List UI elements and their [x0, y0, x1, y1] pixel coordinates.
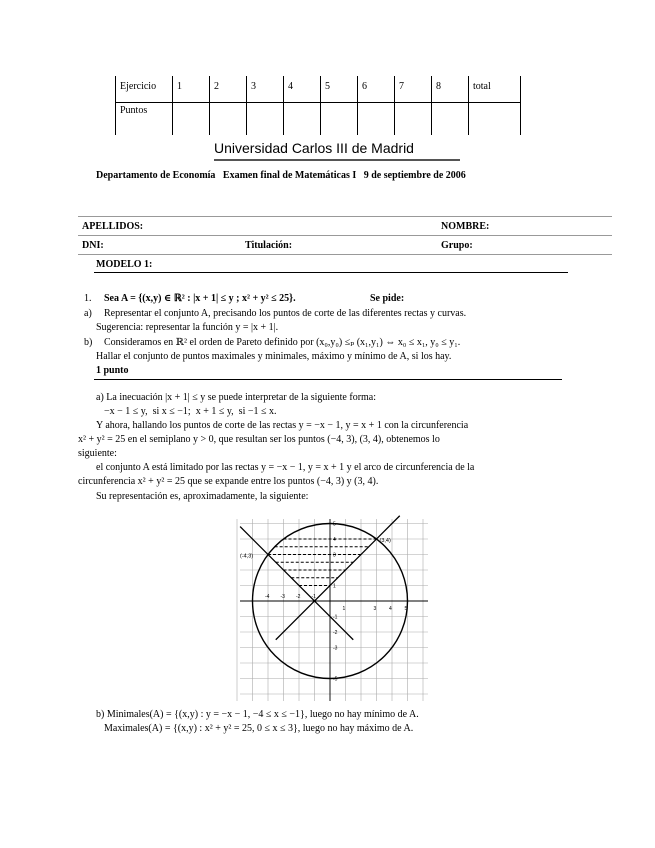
label-dni: DNI:	[82, 240, 104, 251]
y-tick-label: -3	[333, 645, 338, 652]
score-header-3: 3	[247, 76, 284, 103]
problem-statement: Sea A = {(x,y) ∈ ℝ² : |x + 1| ≤ y ; x² + y² ≤ 25}.	[104, 293, 296, 304]
x-tick-label: -2	[296, 594, 301, 600]
score-cell-total[interactable]	[469, 103, 521, 136]
score-header-1: 1	[173, 76, 210, 103]
y-tick-label: 3	[333, 552, 336, 559]
score-cell[interactable]	[284, 103, 321, 136]
score-header-5: 5	[321, 76, 358, 103]
label-grupo: Grupo:	[441, 240, 473, 251]
x-tick-label: 3	[373, 606, 377, 612]
y-tick-label: 5	[333, 521, 336, 528]
form-mid-line	[78, 235, 612, 236]
y-tick-label: 1	[333, 583, 336, 590]
part-b-label: b)	[84, 337, 93, 348]
label-nombre: NOMBRE:	[441, 221, 490, 232]
solution-p2-l1: el conjunto A está limitado por las rectas y = −x − 1, y = x + 1 y el arco de circunferencia de la	[96, 462, 475, 473]
label-modelo: MODELO 1:	[96, 259, 153, 270]
score-header-2: 2	[210, 76, 247, 103]
x-tick-label: -1	[311, 594, 316, 600]
score-cell[interactable]	[247, 103, 284, 136]
y-tick-label: -5	[333, 676, 338, 683]
part-a-label: a)	[84, 308, 92, 319]
part-a-text: Representar el conjunto A, precisando los puntos de corte de las diferentes rectas y curvas.	[104, 308, 467, 319]
x-tick-label: 4	[389, 606, 392, 612]
part-b-text: Consideramos en ℝ² el orden de Pareto definido por (x₀,y₀) ≤ₚ (x₁,y₁) ⇔ x₀ ≤ x₁, y₀ ≤ y₁.	[104, 337, 461, 348]
solution-p1-l3: siguiente:	[78, 448, 117, 459]
score-row-label: Puntos	[116, 103, 173, 136]
score-table	[115, 76, 521, 135]
part-b-text2: Hallar el conjunto de puntos maximales y minimales, máximo y mínimo de A, si los hay.	[96, 351, 452, 362]
title-underline	[214, 159, 460, 161]
score-cell[interactable]	[321, 103, 358, 136]
points-label: 1 punto	[96, 365, 129, 376]
set-diagram	[236, 515, 432, 705]
solution-p3: Su representación es, aproximadamente, la siguiente:	[96, 491, 309, 502]
y-tick-label: -2	[333, 630, 338, 636]
y-tick-label: -1	[333, 614, 338, 621]
solution-p2-l2: circunferencia x² + y² = 25 que se expande entre los puntos (−4, 3) y (3, 4).	[78, 476, 379, 487]
solution-a-intro: a) La inecuación |x + 1| ≤ y se puede interpretar de la siguiente forma:	[96, 392, 377, 403]
score-header-ejercicio: Ejercicio	[116, 76, 173, 103]
score-header-8: 8	[432, 76, 469, 103]
score-header-total: total	[469, 76, 521, 103]
solution-a-cases: −x − 1 ≤ y, si x ≤ −1; x + 1 ≤ y, si −1 ≤ x.	[104, 406, 277, 417]
x-tick-label: -3	[280, 594, 285, 600]
problem-number: 1.	[84, 293, 92, 304]
diagram-hatch	[268, 539, 377, 586]
x-tick-label: -4	[265, 594, 270, 600]
score-cell[interactable]	[395, 103, 432, 136]
solution-p1-l1: Y ahora, hallando los puntos de corte de las rectas y = −x − 1, y = x + 1 con la circunferencia	[96, 420, 469, 431]
score-cell[interactable]	[210, 103, 247, 136]
x-tick-label: 5	[404, 606, 408, 612]
exam-header: Departamento de Economía Examen final de Matemáticas I 9 de septiembre de 2006	[96, 170, 466, 181]
problem-line	[94, 379, 562, 380]
solution-b-min: b) Minimales(A) = {(x,y) : y = −x − 1, −4 ≤ x ≤ −1}, luego no hay mínimo de A.	[96, 709, 419, 720]
score-cell[interactable]	[432, 103, 469, 136]
score-header-4: 4	[284, 76, 321, 103]
score-header-6: 6	[358, 76, 395, 103]
line-neg	[240, 527, 353, 640]
form-top-line	[78, 216, 612, 217]
x-tick-label: 1	[342, 606, 346, 612]
score-cell[interactable]	[173, 103, 210, 136]
part-a-hint: Sugerencia: representar la función y = |x + 1|.	[96, 322, 279, 333]
label-titulacion: Titulación:	[245, 240, 293, 251]
solution-p1-l2: x² + y² = 25 en el semiplano y > 0, que resultan ser los puntos (−4, 3), (3, 4), obtenemos lo	[78, 434, 440, 445]
modelo-line	[94, 272, 568, 273]
score-cell[interactable]	[358, 103, 395, 136]
point-label: (3,4)	[379, 538, 391, 544]
university-title: Universidad Carlos III de Madrid	[214, 140, 414, 156]
se-pide: Se pide:	[370, 293, 405, 304]
solution-b-max: Maximales(A) = {(x,y) : x² + y² = 25, 0 ≤ x ≤ 3}, luego no hay máximo de A.	[104, 723, 414, 734]
score-header-7: 7	[395, 76, 432, 103]
point-label: (-4,3)	[240, 553, 254, 560]
line-pos	[276, 516, 400, 640]
form-bottom-line	[78, 254, 612, 255]
y-tick-label: 4	[333, 537, 336, 543]
label-apellidos: APELLIDOS:	[82, 221, 144, 232]
